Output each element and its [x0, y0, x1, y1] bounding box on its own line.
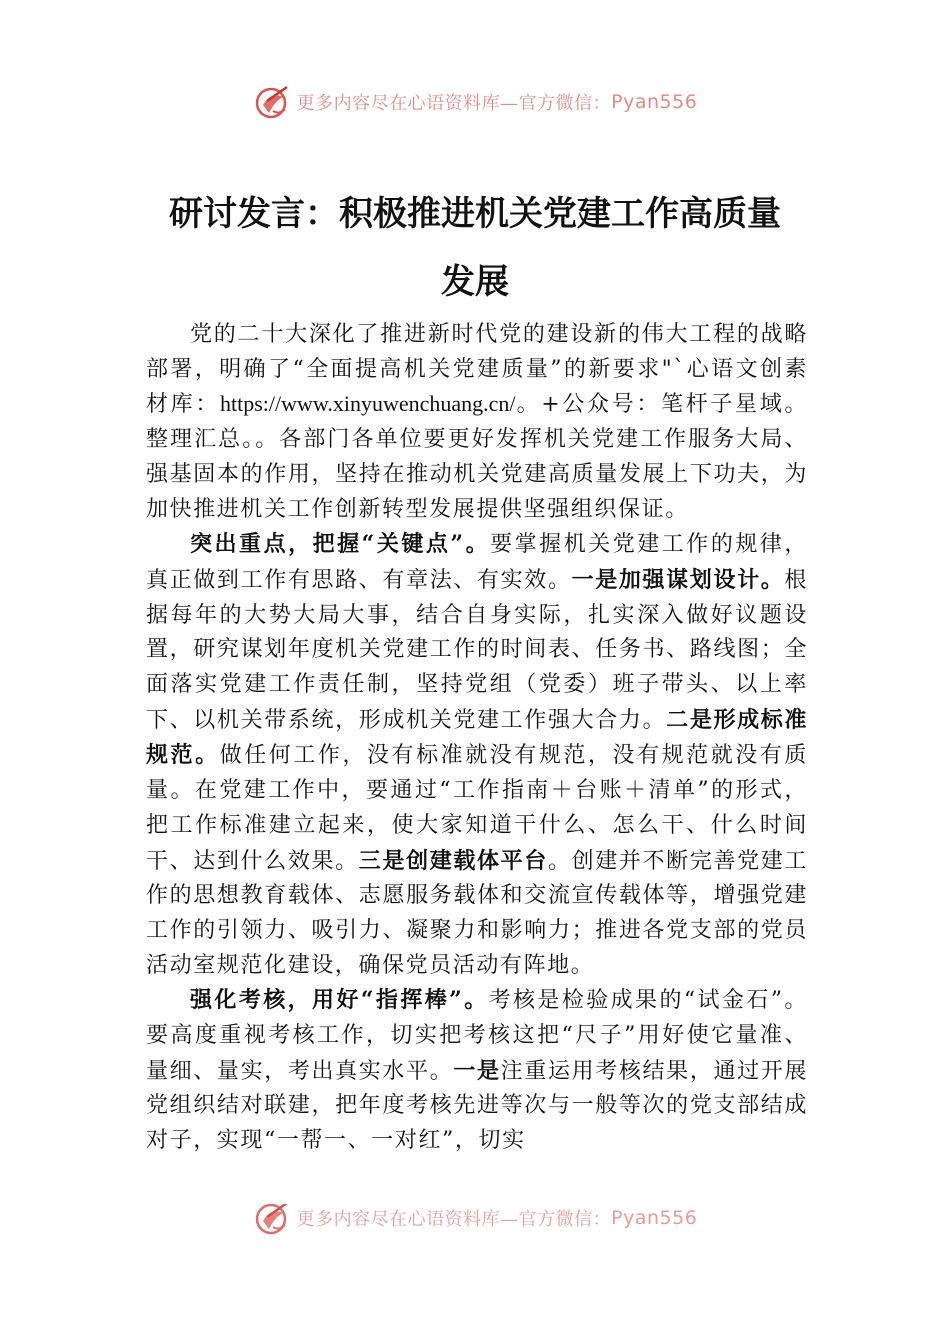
- paragraph-3: [146, 983, 808, 1159]
- wechat-id: Pyan556: [611, 1207, 698, 1229]
- p1-text-2: 。+公众号：笔杆子星域。整理汇总。。各部门各单位要更好发挥机关党建工作服务大局、强基固本的作用，坚持在推动机关党建高质量发展上下功夫，为加快推进机关工作创新转型发展提供坚强组织保证。: [146, 392, 808, 522]
- document-body: [146, 318, 808, 1159]
- p3-bold-2: 一是: [453, 1057, 501, 1084]
- p3-text-2: 注重运用考核结果，通过开展党组织结对联建，把年度考核先进等次与一般等次的党支部结成对子，实现“一帮一、一对红”，切实: [146, 1058, 808, 1154]
- p2-bold-4: 三是创建载体平台: [358, 847, 548, 874]
- p1-text-1: 党的二十大深化了推进新时代党的建设新的伟大工程的战略部署，明确了“全面提高机关党建质量”的新要求"`心语文创素材库：: [146, 322, 808, 418]
- title-line-2: 发展: [441, 262, 509, 302]
- p2-bold-2: 一是加强谋划设计。: [571, 566, 785, 593]
- document-title: [100, 180, 850, 316]
- banner-text: 更多内容尽在心语资料库—官方微信：: [296, 1209, 612, 1230]
- paragraph-2: [146, 527, 808, 983]
- p2-text-1: 要掌握机关党建工作的规律，真正做到工作有思路、有章法、有实效。: [146, 532, 809, 593]
- p2-text-4: 。创建并不断完善党建工作的思想教育载体、志愿服务载体和交流宣传载体等，增强党建工作的引领力、吸引力、凝聚力和影响力；推进各党支部的党员活动室规范化建设，确保党员活动有阵地。: [146, 848, 808, 978]
- logo-icon: [253, 1204, 293, 1237]
- p3-text-1: 考核是检验成果的“试金石”。要高度重视考核工作，切实把考核这把“尺子”用好使它量准、量细、量实，考出真实水平。: [146, 988, 808, 1084]
- p3-heading: 强化考核，用好“指挥棒”。: [190, 987, 489, 1014]
- p1-url: https://www.xinyuwenchuang.cn/: [220, 391, 516, 417]
- watermark-banner-bottom: [0, 1204, 950, 1240]
- banner-text: 更多内容尽在心语资料库—官方微信：: [296, 93, 612, 114]
- paragraph-1: [146, 318, 808, 527]
- wechat-id: Pyan556: [611, 91, 698, 113]
- p2-text-3: 做任何工作，没有标准就没有规范，没有规范就没有质量。在党建工作中，要通过“工作指南＋台账＋清单”的形式，把工作标准建立起来，使大家知道干什么、怎么干、什么时间干、达到什么效果。: [146, 743, 808, 874]
- p2-heading: 突出重点，把握“关键点”。: [190, 531, 491, 558]
- title-line-1: 研讨发言：积极推进机关党建工作高质量: [169, 194, 781, 234]
- p2-text-2: 根据每年的大势大局大事，结合自身实际，扎实深入做好议题设置，研究谋划年度机关党建工作的时间表、任务书、路线图；全面落实党建工作责任制，坚持党组（党委）班子带头、以上率下、以机关带系统，形成机关党建工作强大合力。: [146, 567, 808, 733]
- p2-bold-3: 二是形成标准规范。: [146, 706, 808, 769]
